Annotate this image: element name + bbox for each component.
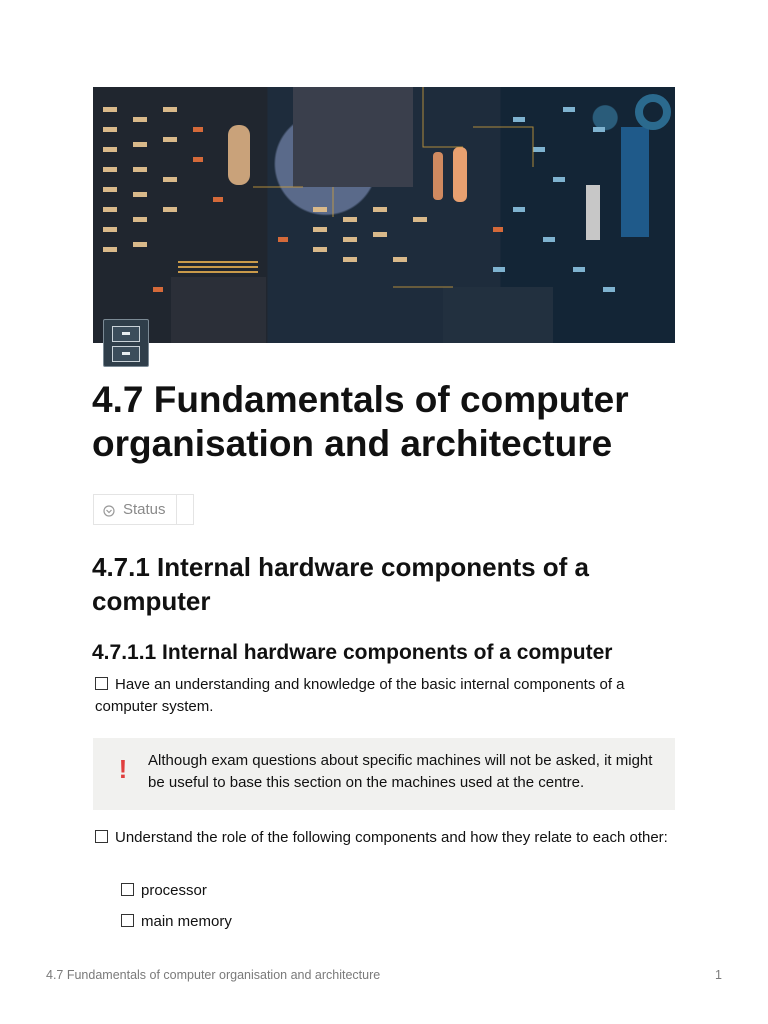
footer-title: 4.7 Fundamentals of computer organisation and architecture	[46, 968, 381, 982]
todo-text: Have an understanding and knowledge of the basic internal components of a computer system.	[95, 676, 625, 715]
callout-text: Although exam questions about specific machines will not be asked, it might be useful to base this section on the machines used at the centre.	[148, 752, 653, 791]
filing-cabinet-icon	[103, 319, 149, 367]
properties-table	[93, 494, 194, 525]
cover-image	[93, 87, 675, 343]
subtodo-item	[121, 911, 421, 933]
status-label: Status	[123, 501, 166, 518]
status-circle-icon	[103, 505, 115, 517]
circuit-board-graphic	[93, 87, 675, 343]
page-number: 1	[715, 968, 722, 982]
subtodo-text: processor	[141, 882, 207, 899]
todo-item	[95, 827, 675, 849]
checkbox[interactable]	[121, 883, 134, 896]
checkbox[interactable]	[95, 830, 108, 843]
subtodo-text: main memory	[141, 913, 232, 930]
subtodo-item	[121, 880, 421, 902]
callout	[93, 738, 675, 810]
status-property[interactable]	[94, 495, 177, 524]
todo-item	[95, 674, 675, 718]
todo-text: Understand the role of the following components and how they relate to each other:	[115, 829, 668, 846]
page-title: 4.7 Fundamentals of computer organisation and architecture	[92, 379, 629, 464]
exclamation-icon: !	[118, 754, 128, 784]
subsection-heading: 4.7.1.1 Internal hardware components of a computer	[92, 641, 613, 664]
status-value[interactable]	[177, 495, 193, 524]
section-heading: 4.7.1 Internal hardware components of a computer	[92, 552, 590, 616]
checkbox[interactable]	[121, 914, 134, 927]
checkbox[interactable]	[95, 677, 108, 690]
